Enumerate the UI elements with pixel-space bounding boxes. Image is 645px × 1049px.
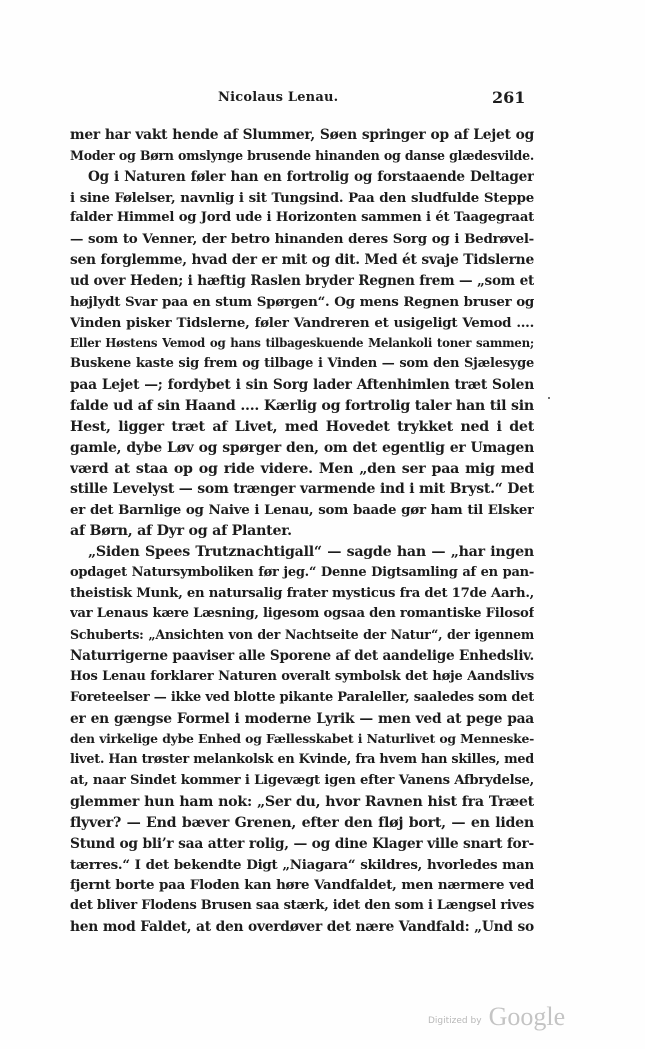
text-line: Og i Naturen føler han en fortrolig og forstaaende Deltager xyxy=(88,168,534,185)
running-header xyxy=(0,88,645,112)
text-line: — som to Venner, der betro hinanden deres Sorg og i Bedrøvel- xyxy=(70,231,534,248)
text-line: glemmer hun ham nok: „Ser du, hvor Ravnen hist fra Træet xyxy=(70,794,534,810)
text-line: mer har vakt hende af Slummer, Søen springer op af Lejet og xyxy=(70,127,534,143)
body-text xyxy=(70,125,534,938)
text-line: Eller Høstens Vemod og hans tilbageskuende Melankoli toner sammen; xyxy=(70,336,534,351)
text-line: flyver? — End bæver Grenen, efter den fløj bort, — en liden xyxy=(70,814,534,831)
text-line: theistisk Munk, en natursalig frater mysticus fra det 17de Aarh., xyxy=(70,585,534,601)
text-line: i sine Følelser, navnlig i sit Tungsind. Paa den sludfulde Steppe xyxy=(70,189,534,206)
text-line: værd at staa op og ride videre. Men „den ser paa mig med xyxy=(70,460,534,477)
text-line: hen mod Faldet, at den overdøver det nære Vandfald: „Und so xyxy=(70,919,534,936)
text-line: højlydt Svar paa en stum Spørgen“. Og mens Regnen bruser og xyxy=(70,293,534,310)
text-line: Stund og bli’r saa atter rolig, — og dine Klager ville snart for- xyxy=(70,835,534,852)
text-line: tærres.“ I det bekendte Digt „Niagara“ skildres, hvorledes man xyxy=(70,856,534,873)
running-title: Nicolaus Lenau. xyxy=(218,90,339,105)
text-line: at, naar Sindet kommer i Ligevægt igen efter Vanens Afbrydelse, xyxy=(70,773,534,789)
text-line: Buskene kaste sig frem og tilbage i Vinden — som den Sjælesyge xyxy=(70,356,534,372)
text-line: stille Levelyst — som trænger varmende ind i mit Bryst.“ Det xyxy=(70,481,534,498)
text-line: er det Barnlige og Naive i Lenau, som baade gør ham til Elsker xyxy=(70,502,534,519)
print-speck xyxy=(548,397,550,399)
text-line: er en gængse Formel i moderne Lyrik — men ved at pege paa xyxy=(70,710,534,727)
text-line: gamle, dybe Løv og spørger den, om det egentlig er Umagen xyxy=(70,439,534,456)
text-line: Moder og Børn omslynge brusende hinanden og danse glædesvilde. xyxy=(70,147,534,163)
text-line: af Børn, af Dyr og af Planter. xyxy=(70,523,292,540)
text-line: „Siden Spees Trutznachtigall“ — sagde han — „har ingen xyxy=(88,543,534,560)
page-number: 261 xyxy=(492,88,526,107)
text-line: Schuberts: „Ansichten von der Nachtseite der Natur“, der igennem xyxy=(70,627,534,643)
text-line: livet. Han trøster melankolsk en Kvinde, fra hvem han skilles, med xyxy=(70,752,534,768)
text-line: var Lenaus kære Læsning, ligesom ogsaa den romantiske Filosof xyxy=(70,606,534,622)
digitized-watermark xyxy=(428,1002,565,1032)
text-line: den virkelige dybe Enhed og Fællesskabet i Naturlivet og Menneske- xyxy=(70,731,534,747)
text-line: det bliver Flodens Brusen saa stærk, idet den som i Længsel rives xyxy=(70,898,534,914)
text-line: falder Himmel og Jord ude i Horizonten sammen i ét Taagegraat xyxy=(70,210,534,226)
digitized-label: Digitized by xyxy=(428,1016,482,1026)
text-line: ud over Heden; i hæftig Raslen bryder Regnen frem — „som et xyxy=(70,272,534,289)
text-line: fjernt borte paa Floden kan høre Vandfaldet, men nærmere ved xyxy=(70,877,534,894)
text-line: Naturrigerne paaviser alle Sporene af det aandelige Enhedsliv. xyxy=(70,648,534,665)
text-line: sen forglemme, hvad der er mit og dit. Med ét svaje Tidslerne xyxy=(70,252,534,269)
text-line: Hos Lenau forklarer Naturen overalt symbolsk det høje Aandslivs xyxy=(70,668,534,684)
text-line: opdaget Natursymboliken før jeg.“ Denne Digtsamling af en pan- xyxy=(70,564,534,580)
text-line: Vinden pisker Tidslerne, føler Vandreren et usigeligt Vemod .... xyxy=(70,314,534,331)
google-logo: Google xyxy=(488,1002,566,1031)
text-line: Hest, ligger træt af Livet, med Hovedet trykket ned i det xyxy=(70,418,534,435)
text-line: paa Lejet —; fordybet i sin Sorg lader Aftenhimlen træt Solen xyxy=(70,377,534,394)
text-line: Foreteelser — ikke ved blotte pikante Paraleller, saaledes som det xyxy=(70,689,534,705)
text-line: falde ud af sin Haand .... Kærlig og fortrolig taler han til sin xyxy=(70,397,534,414)
